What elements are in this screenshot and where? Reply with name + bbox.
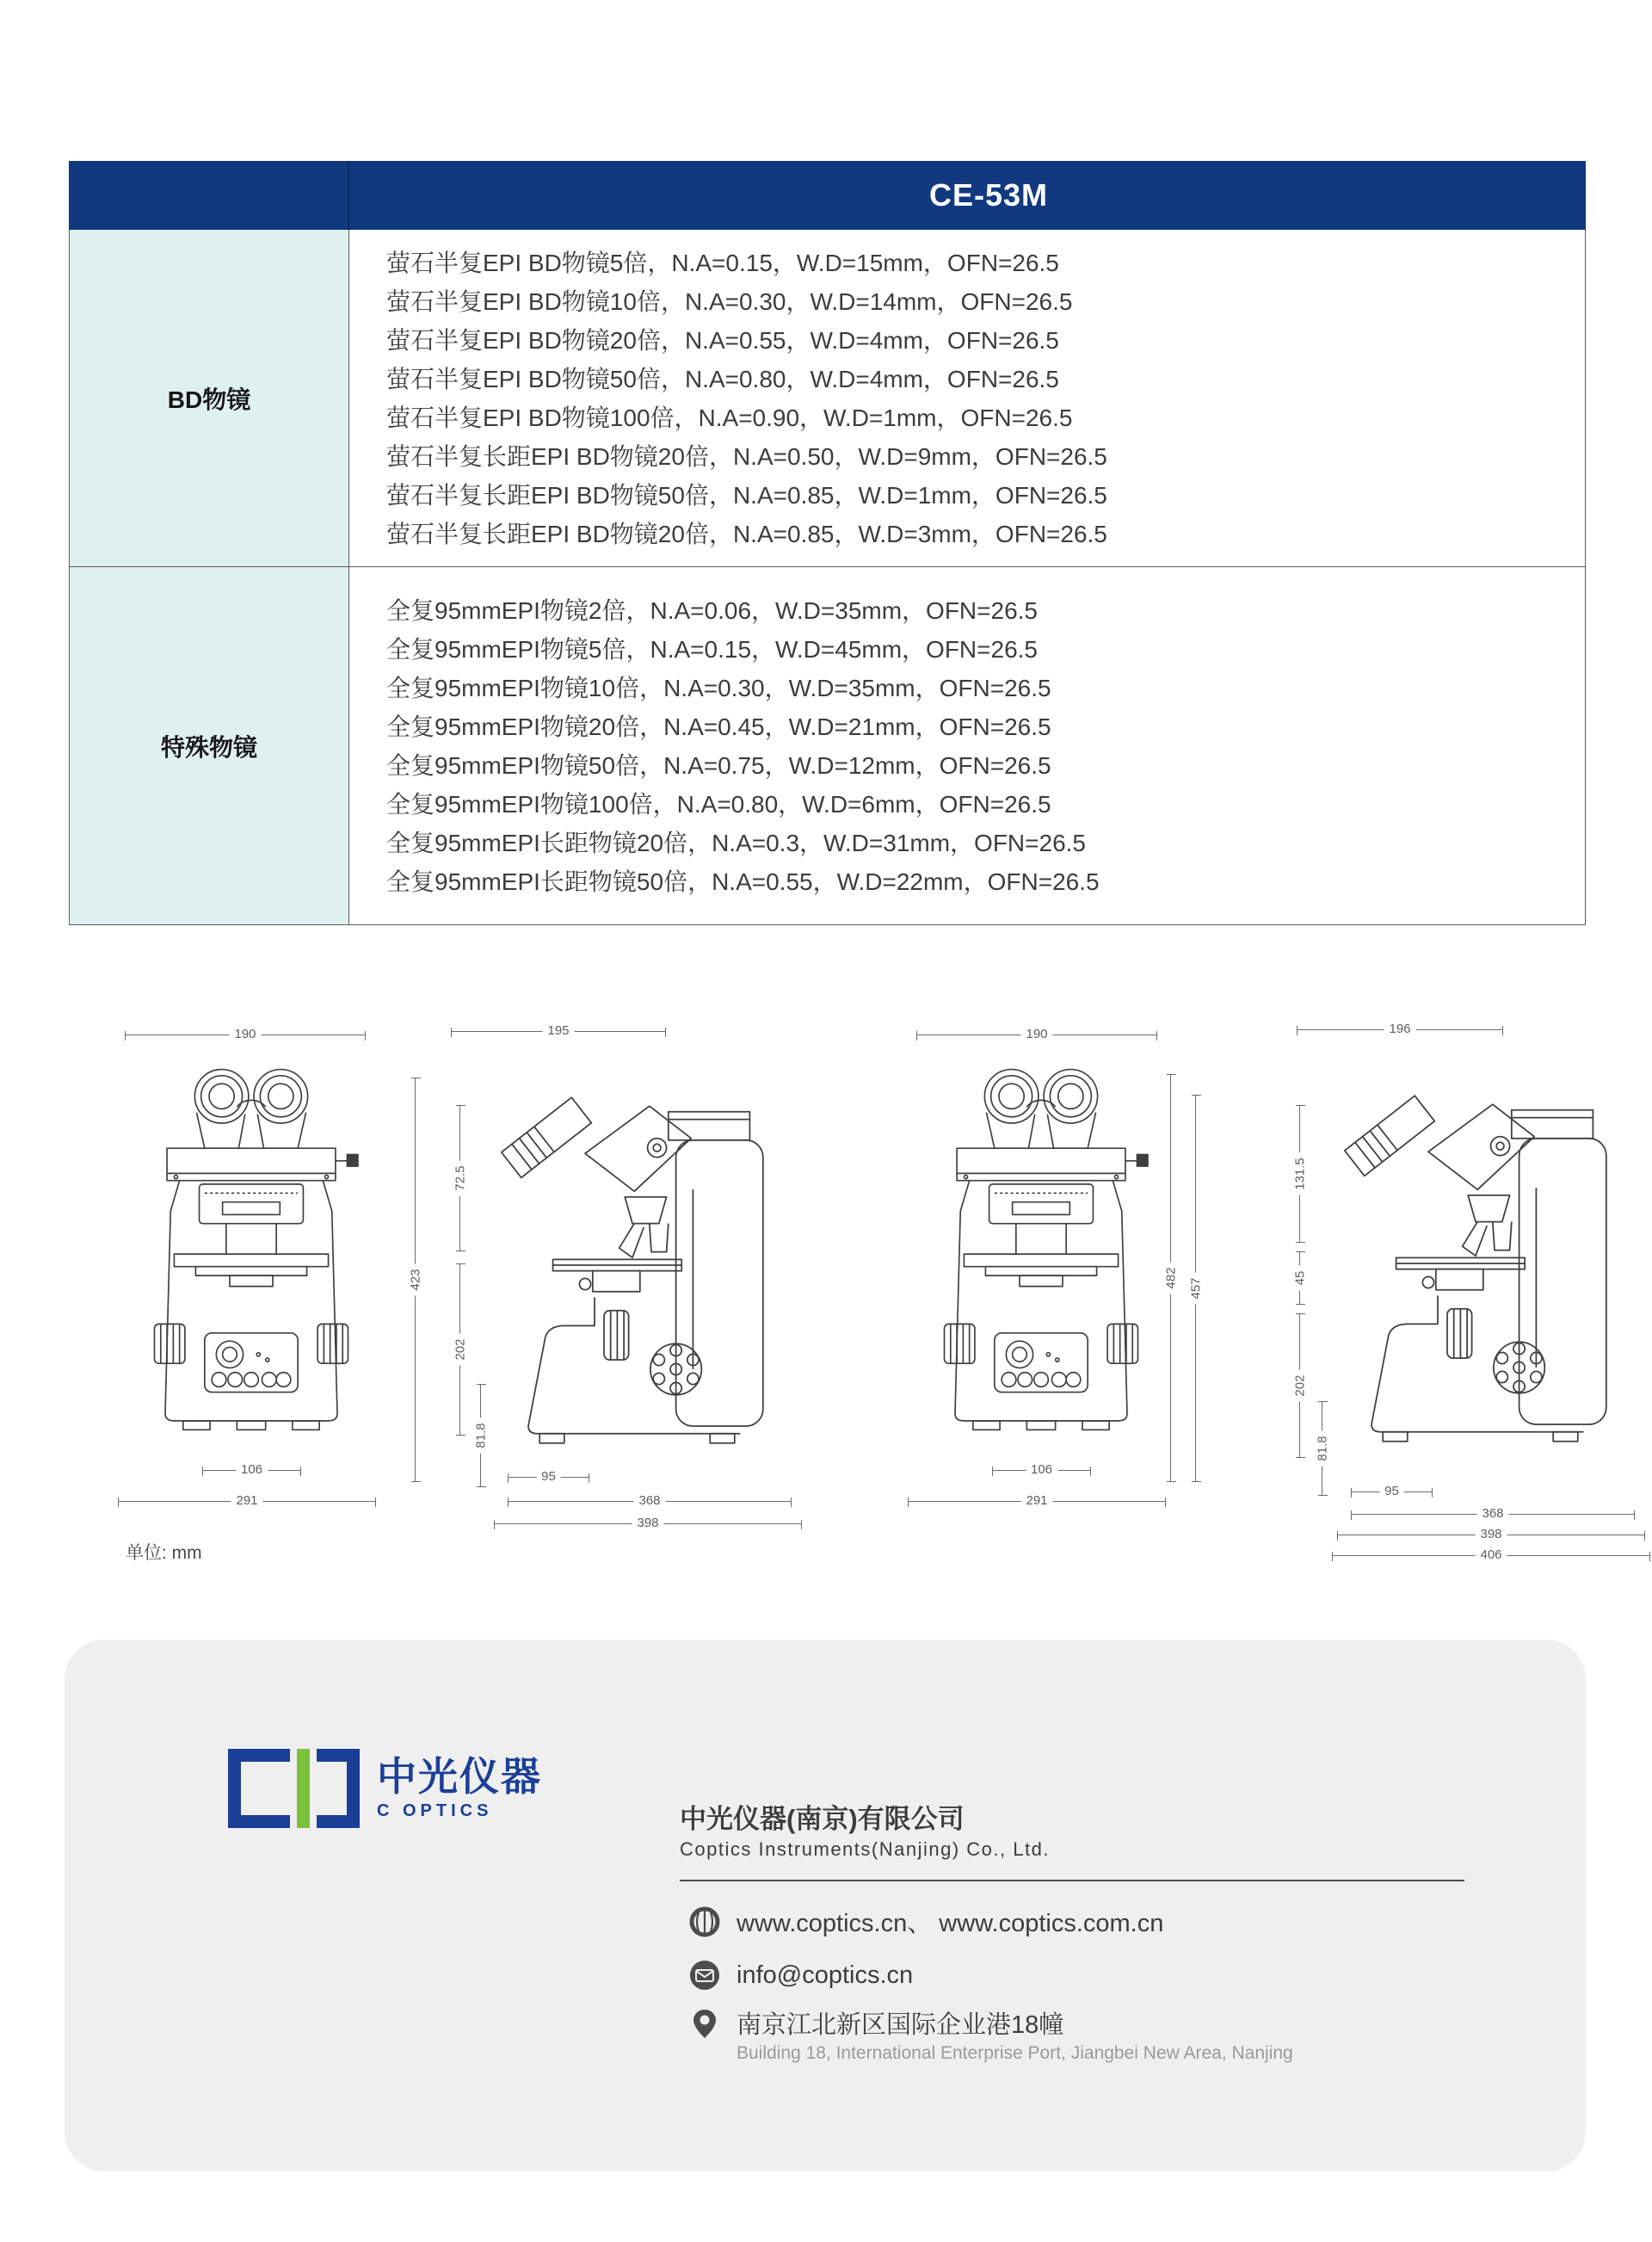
microscope-side-view-art (490, 1057, 774, 1464)
spec-line: 全复95mmEPI长距物镜20倍，N.A=0.3，W.D=31mm，OFN=26.5 (386, 829, 1086, 856)
row-label-special-objectives: 特殊物镜 (70, 567, 349, 924)
contact-email-row (688, 1959, 913, 1992)
spec-line: 萤石半复EPI BD物镜10倍，N.A=0.30，W.D=14mm，OFN=26.5 (386, 287, 1073, 315)
spec-line: 萤石半复长距EPI BD物镜20倍，N.A=0.85，W.D=3mm，OFN=26.5 (386, 520, 1107, 547)
contact-address-row (688, 2005, 1063, 2041)
dimension-label: 81.8 (1316, 1430, 1330, 1466)
microscope-side-view-art (1334, 1055, 1618, 1462)
dimension-height (1292, 1313, 1308, 1458)
table-body (69, 230, 1586, 925)
dimension-label: 423 (409, 1263, 423, 1295)
company-logo (228, 1749, 542, 1828)
dimension-label: 202 (1293, 1369, 1308, 1401)
dimension-label: 291 (231, 1493, 262, 1508)
header-column-divider (348, 161, 349, 230)
dimension-label: 81.8 (474, 1417, 489, 1453)
spec-line: 萤石半复EPI BD物镜5倍，N.A=0.15，W.D=15mm，OFN=26.5 (386, 249, 1059, 276)
dimension-label: 202 (453, 1333, 468, 1365)
globe-icon (688, 1905, 721, 1938)
dimension-label: 368 (1476, 1506, 1508, 1521)
spec-line: 全复95mmEPI物镜5倍，N.A=0.15，W.D=45mm，OFN=26.5 (386, 635, 1038, 663)
model-title: CE-53M (928, 177, 1049, 213)
dimension-label: 196 (1384, 1022, 1415, 1036)
spec-line: 萤石半复长距EPI BD物镜20倍，N.A=0.50，W.D=9mm，OFN=26.5 (386, 442, 1107, 470)
microscope-side-drawing-1 (398, 1022, 819, 1573)
dimension-label: 95 (536, 1469, 561, 1484)
microscope-front-drawing-2 (873, 1022, 1217, 1556)
spec-line: 萤石半复长距EPI BD物镜50倍，N.A=0.85，W.D=1mm，OFN=26.5 (386, 481, 1107, 509)
website-text: www.coptics.cn、 www.coptics.com.cn (737, 1910, 1164, 1937)
dimension-label: 368 (633, 1493, 665, 1508)
dimension-width (508, 1469, 589, 1484)
spec-line: 萤石半复EPI BD物镜20倍，N.A=0.55，W.D=4mm，OFN=26.5 (386, 326, 1059, 354)
dimension-label: 45 (1293, 1266, 1308, 1291)
spec-table (69, 161, 1586, 925)
dimension-width (908, 1493, 1166, 1508)
dimension-label: 406 (1475, 1547, 1507, 1562)
dimension-height (1292, 1251, 1308, 1305)
spec-line: 全复95mmEPI物镜100倍，N.A=0.80，W.D=6mm，OFN=26.5 (386, 790, 1051, 818)
microscope-side-drawing-2 (1232, 1022, 1637, 1595)
dimension-label: 457 (1189, 1272, 1204, 1304)
spec-line: 全复95mmEPI物镜20倍，N.A=0.45，W.D=21mm，OFN=26.5 (386, 713, 1051, 740)
dimension-label: 72.5 (453, 1160, 468, 1195)
dimension-width (118, 1493, 376, 1508)
address-en-text: Building 18, International Enterprise Port, Jiangbei New Area, Nanjing (737, 2043, 1293, 2063)
dimension-label: 195 (542, 1023, 574, 1038)
logo-name-en: C OPTICS (377, 1800, 493, 1820)
dimension-label: 398 (632, 1516, 663, 1530)
logo-bracket-right (317, 1749, 360, 1828)
company-name-en: Coptics Instruments(Nanjing) Co., Ltd. (680, 1838, 1050, 1860)
microscope-front-view-art (144, 1059, 359, 1444)
footer-divider (680, 1880, 1464, 1881)
dimension-width (494, 1516, 802, 1530)
microscope-front-drawing-1 (82, 1022, 417, 1556)
table-row-bd-objectives (70, 230, 1585, 566)
company-name-cn: 中光仪器(南京)有限公司 (680, 1804, 965, 1834)
special-objectives-spec-list (349, 567, 1585, 924)
spec-line: 全复95mmEPI物镜10倍，N.A=0.30，W.D=35mm，OFN=26.5 (386, 674, 1051, 701)
logo-text (377, 1756, 542, 1820)
dimension-height (1163, 1074, 1179, 1482)
email-text: info@coptics.cn (737, 1961, 914, 1989)
dimension-height (1188, 1095, 1204, 1482)
mail-icon (688, 1959, 721, 1992)
unit-note: 单位: mm (126, 1543, 202, 1563)
spec-line: 全复95mmEPI物镜50倍，N.A=0.75，W.D=12mm，OFN=26.5 (386, 751, 1051, 779)
dimension-width (1351, 1506, 1635, 1521)
logo-green-bar (297, 1749, 310, 1828)
dimension-label: 131.5 (1293, 1152, 1308, 1195)
address-cn-text: 南京江北新区国际企业港18幢 (737, 2011, 1064, 2039)
dimension-label: 190 (229, 1027, 261, 1041)
logo-bracket-left (228, 1749, 290, 1828)
dimension-label: 482 (1164, 1262, 1179, 1294)
dimension-width (1297, 1022, 1503, 1036)
dimension-height (453, 1263, 468, 1436)
location-pin-icon (688, 2007, 721, 2040)
dimension-label: 106 (236, 1462, 268, 1477)
dimension-width (202, 1462, 301, 1477)
dimension-label: 291 (1020, 1493, 1052, 1508)
table-header-row (69, 161, 1586, 230)
contact-website-row (688, 1904, 1163, 1939)
dimension-height (1292, 1105, 1308, 1243)
dimension-height (453, 1105, 468, 1251)
coptics-logo-icon (228, 1749, 360, 1828)
logo-name-cn: 中光仪器 (377, 1754, 542, 1800)
dimension-height (473, 1384, 489, 1487)
microscope-front-view-art (934, 1059, 1149, 1444)
dimension-label: 398 (1475, 1527, 1507, 1541)
dimension-width (508, 1493, 792, 1508)
dimension-label: 95 (1379, 1484, 1404, 1498)
spec-line: 萤石半复EPI BD物镜50倍，N.A=0.80，W.D=4mm，OFN=26.5 (386, 365, 1059, 392)
spec-line: 萤石半复EPI BD物镜100倍，N.A=0.90，W.D=1mm，OFN=26.5 (386, 404, 1073, 431)
dimension-label: 106 (1026, 1462, 1057, 1477)
dimension-width (992, 1462, 1091, 1477)
bd-objectives-spec-list (349, 230, 1585, 566)
dimension-width (451, 1023, 666, 1038)
dimension-width (1332, 1547, 1650, 1562)
spec-line: 全复95mmEPI长距物镜50倍，N.A=0.55，W.D=22mm，OFN=26.5 (386, 868, 1100, 895)
dimension-label: 190 (1020, 1027, 1052, 1041)
dimension-height (408, 1078, 423, 1482)
spec-line: 全复95mmEPI物镜2倍，N.A=0.06，W.D=35mm，OFN=26.5 (386, 596, 1038, 624)
table-row-special-objectives (70, 566, 1585, 924)
row-label-bd-objectives: BD物镜 (70, 230, 349, 566)
